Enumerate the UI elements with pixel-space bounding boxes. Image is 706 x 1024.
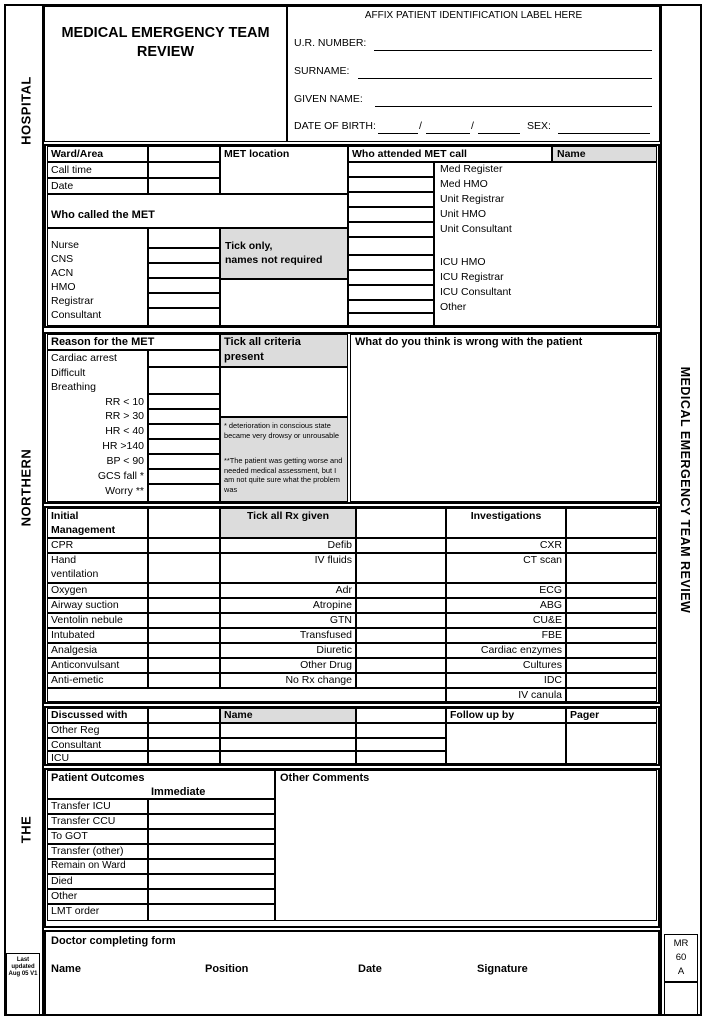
who-attended-tick-4[interactable]	[348, 222, 434, 237]
inv-tick-cultures[interactable]	[566, 658, 657, 673]
mgmt-tick-ventolin-nebule[interactable]	[148, 613, 220, 628]
pager-heading: Pager	[570, 709, 600, 721]
mgmt-label-airway-suction: Airway suction	[51, 599, 119, 611]
discussed-tick-other-reg[interactable]	[148, 723, 220, 738]
who-called-met-heading: Who called the MET	[51, 209, 155, 221]
dob-separator-1: /	[419, 120, 422, 132]
who-attended-tick-6[interactable]	[348, 255, 434, 270]
sex-label: SEX:	[527, 120, 551, 132]
investigations-heading-blank	[566, 508, 657, 538]
outcome-tick-remain-on-ward[interactable]	[148, 859, 275, 874]
inv-label-abg: ABG	[539, 599, 562, 611]
tick-all-criteria-line1: Tick all criteria	[224, 336, 301, 348]
ward-area-input[interactable]	[148, 146, 220, 162]
form-code-blank-box	[664, 982, 698, 1016]
who-called-tick-acn[interactable]	[148, 263, 220, 278]
patient-outcomes-immediate-heading: Immediate	[151, 786, 206, 798]
who-called-label-hmo: HMO	[51, 281, 76, 293]
who-attended-tick-8[interactable]	[348, 285, 434, 300]
mgmt-label-ventilation: ventilation	[51, 568, 99, 580]
reason-tick-cardiac-arrest[interactable]	[148, 350, 220, 367]
initial-management-heading-blank	[148, 508, 220, 538]
who-attended-tick-10[interactable]	[348, 313, 434, 326]
tick-only-note-line1: Tick only,	[225, 240, 273, 252]
reason-label-rr-lt-10: RR < 10	[105, 396, 144, 408]
inv-tick-idc[interactable]	[566, 673, 657, 688]
inv-label-cardiac-enzymes: Cardiac enzymes	[480, 644, 562, 656]
mgmt-label-anti-emetic: Anti-emetic	[51, 674, 104, 686]
reason-tick-difficult-breathing[interactable]	[148, 367, 220, 394]
patient-outcomes-heading: Patient Outcomes	[51, 772, 145, 784]
inv-tick-iv-canula[interactable]	[566, 688, 657, 702]
dob-month-input[interactable]	[426, 133, 470, 134]
inv-tick-cxr[interactable]	[566, 538, 657, 553]
dob-day-input[interactable]	[378, 133, 418, 134]
reason-tick-bp-lt-90[interactable]	[148, 454, 220, 469]
spine-left-word-northern: NORTHERN	[18, 448, 34, 527]
who-called-label-consultant: Consultant	[51, 309, 102, 321]
tick-all-criteria-blank	[220, 367, 348, 417]
who-called-tick-consultant[interactable]	[148, 308, 220, 326]
discussed-extra-other-reg[interactable]	[356, 723, 446, 738]
reason-footnote-2: **The patient was getting worse and needed medical assessment, but I am not quite sure what the problem was	[224, 456, 343, 494]
who-called-tick-cns[interactable]	[148, 248, 220, 263]
rx-label-gtn: GTN	[329, 614, 352, 626]
reason-label-cardiac-arrest: Cardiac arrest	[51, 352, 117, 364]
rx-label-other-drug: Other Drug	[300, 659, 352, 671]
mgmt-trailing-blank-row	[47, 688, 446, 702]
doctor-position-input[interactable]	[201, 985, 351, 1011]
spine-left-word-the: THE	[18, 815, 34, 844]
last-updated-text: Last updated Aug 05 V1	[8, 957, 38, 977]
tick-only-note-blank	[220, 279, 348, 326]
inv-label-fbe: FBE	[541, 629, 562, 641]
rx-tick-iv-fluids[interactable]	[356, 553, 446, 583]
who-attended-label-other: Other	[440, 301, 467, 313]
inv-tick-abg[interactable]	[566, 598, 657, 613]
doctor-signature-input[interactable]	[473, 985, 653, 1011]
who-attended-label-unit-consultant: Unit Consultant	[440, 223, 512, 235]
outcome-tick-transfer-icu[interactable]	[148, 799, 275, 814]
mgmt-label-ventolin-nebule: Ventolin nebule	[51, 614, 123, 626]
rx-label-defib: Defib	[327, 539, 352, 551]
given-name-input[interactable]	[375, 106, 652, 107]
surname-label: SURNAME:	[294, 65, 350, 77]
who-attended-label-unit-registrar: Unit Registrar	[440, 193, 505, 205]
discussed-tick-consultant[interactable]	[148, 738, 220, 751]
rx-label-adr: Adr	[335, 584, 352, 596]
discussed-extra-consultant[interactable]	[356, 738, 446, 751]
rx-tick-atropine[interactable]	[356, 598, 446, 613]
dob-year-input[interactable]	[478, 133, 520, 134]
discussed-heading-blank	[148, 708, 220, 723]
reason-label-breathing: Breathing	[51, 381, 96, 393]
reason-tick-hr-lt-40[interactable]	[148, 424, 220, 439]
rx-label-no-rx-change: No Rx change	[285, 674, 352, 686]
doctor-field-name-label: Name	[51, 963, 81, 975]
dob-label: DATE OF BIRTH:	[294, 120, 376, 132]
who-attended-label-icu-registrar: ICU Registrar	[440, 271, 504, 283]
mgmt-label-cpr: CPR	[51, 539, 74, 551]
outcome-label-transfer-icu: Transfer ICU	[51, 800, 111, 812]
reason-tick-hr-gt-140[interactable]	[148, 439, 220, 454]
rx-label-atropine: Atropine	[312, 599, 352, 611]
rx-tick-gtn[interactable]	[356, 613, 446, 628]
ur-number-input[interactable]	[374, 50, 652, 51]
mgmt-tick-anticonvulsant[interactable]	[148, 658, 220, 673]
discussed-name-heading: Name	[224, 709, 253, 721]
dob-separator-2: /	[471, 120, 474, 132]
mgmt-tick-hand-ventilation[interactable]	[148, 553, 220, 583]
doctor-field-position-label: Position	[205, 963, 249, 975]
rx-heading-blank	[356, 508, 446, 538]
reason-tick-rr-lt-10[interactable]	[148, 394, 220, 409]
outcome-label-transfer-ccu: Transfer CCU	[51, 815, 116, 827]
who-attended-tick-7[interactable]	[348, 270, 434, 285]
who-attended-tick-1[interactable]	[348, 177, 434, 192]
reason-tick-worry[interactable]	[148, 484, 220, 502]
who-called-label-registrar: Registrar	[51, 295, 94, 307]
reason-label-gcs-fall: GCS fall *	[97, 470, 144, 482]
outcome-label-lmt-order: LMT order	[51, 905, 100, 917]
reason-tick-rr-gt-30[interactable]	[148, 409, 220, 424]
given-name-label: GIVEN NAME:	[294, 93, 363, 105]
spine-left-word-hospital: HOSPITAL	[18, 76, 34, 145]
who-attended-heading: Who attended MET call	[352, 148, 467, 160]
reason-label-hr-lt-40: HR < 40	[105, 425, 144, 437]
met-location-label: MET location	[224, 148, 290, 160]
outcome-tick-transfer-ccu[interactable]	[148, 814, 275, 829]
mgmt-label-oxygen: Oxygen	[51, 584, 88, 596]
call-date-input[interactable]	[148, 178, 220, 194]
who-attended-label-icu-hmo: ICU HMO	[440, 256, 486, 268]
other-comments-heading: Other Comments	[280, 772, 370, 784]
outcome-tick-died[interactable]	[148, 874, 275, 889]
mgmt-tick-oxygen[interactable]	[148, 583, 220, 598]
rx-label-transfused: Transfused	[299, 629, 352, 641]
rx-label-diuretic: Diuretic	[316, 644, 352, 656]
discussed-name-other-reg[interactable]	[220, 723, 356, 738]
who-called-label-nurse: Nurse	[51, 239, 80, 251]
form-code-a: A	[677, 966, 685, 977]
inv-tick-fbe[interactable]	[566, 628, 657, 643]
rx-label-iv-fluids: IV fluids	[314, 554, 352, 566]
rx-tick-diuretic[interactable]	[356, 643, 446, 658]
diagnosis-heading: What do you think is wrong with the patient	[355, 336, 583, 348]
who-attended-name-heading: Name	[557, 148, 586, 160]
discussed-label-consultant: Consultant	[51, 739, 102, 751]
outcome-tick-transfer-other[interactable]	[148, 844, 275, 859]
rx-tick-adr[interactable]	[356, 583, 446, 598]
doctor-heading: Doctor completing form	[51, 935, 176, 947]
inv-label-iv-canula: IV canula	[518, 689, 562, 701]
reason-label-hr-gt-140: HR >140	[102, 440, 144, 452]
outcome-tick-lmt-order[interactable]	[148, 904, 275, 921]
mgmt-tick-intubated[interactable]	[148, 628, 220, 643]
tick-only-note-line2: names not required	[225, 254, 323, 266]
rx-heading: Tick all Rx given	[246, 510, 330, 522]
who-attended-label-med-hmo: Med HMO	[440, 178, 488, 190]
mgmt-label-anticonvulsant: Anticonvulsant	[51, 659, 120, 671]
mgmt-tick-cpr[interactable]	[148, 538, 220, 553]
patient-label-heading: AFFIX PATIENT IDENTIFICATION LABEL HERE	[364, 10, 583, 21]
discussed-heading: Discussed with	[51, 709, 128, 721]
pager-input[interactable]	[566, 723, 657, 764]
followup-input[interactable]	[446, 723, 566, 764]
diagnosis-textarea[interactable]	[350, 334, 657, 502]
reason-heading: Reason for the MET	[51, 336, 155, 348]
rx-tick-other-drug[interactable]	[356, 658, 446, 673]
who-called-tick-registrar[interactable]	[148, 293, 220, 308]
inv-tick-ecg[interactable]	[566, 583, 657, 598]
who-attended-label-unit-hmo: Unit HMO	[440, 208, 487, 220]
doctor-name-input[interactable]	[47, 985, 197, 1011]
outcome-label-remain-on-ward: Remain on Ward	[51, 860, 126, 871]
doctor-date-input[interactable]	[354, 985, 469, 1011]
ur-number-label: U.R. NUMBER:	[294, 37, 367, 49]
rx-tick-defib[interactable]	[356, 538, 446, 553]
inv-label-cue: CU&E	[532, 614, 562, 626]
rx-tick-no-rx-change[interactable]	[356, 673, 446, 688]
outcome-label-to-got: To GOT	[51, 830, 88, 842]
mgmt-label-analgesia: Analgesia	[51, 644, 98, 656]
inv-label-cxr: CXR	[539, 539, 562, 551]
inv-label-cultures: Cultures	[522, 659, 562, 671]
who-attended-tick-2[interactable]	[348, 192, 434, 207]
investigations-heading: Investigations	[470, 510, 542, 522]
tick-all-criteria-line2: present	[224, 351, 264, 363]
inv-tick-cardiac-enzymes[interactable]	[566, 643, 657, 658]
reason-footnote-1: * deterioration in conscious state became very drowsy or unrousable	[224, 421, 340, 440]
surname-input[interactable]	[358, 78, 652, 79]
who-called-label-cns: CNS	[51, 253, 74, 265]
who-attended-tick-0[interactable]	[348, 162, 434, 177]
call-time-input[interactable]	[148, 162, 220, 178]
spine-right-title: MEDICAL EMERGENCY TEAM REVIEW	[678, 366, 692, 614]
outcome-label-transfer-other: Transfer (other)	[51, 845, 124, 857]
discussed-tick-icu[interactable]	[148, 751, 220, 764]
discussed-label-icu: ICU	[51, 752, 70, 764]
who-attended-tick-3[interactable]	[348, 207, 434, 222]
reason-label-worry: Worry **	[105, 485, 144, 497]
initial-management-heading-line1: Initial	[51, 510, 79, 522]
who-attended-label-med-register: Med Register	[440, 163, 503, 175]
outcome-tick-other[interactable]	[148, 889, 275, 904]
who-called-label-acn: ACN	[51, 267, 74, 279]
mgmt-tick-analgesia[interactable]	[148, 643, 220, 658]
outcome-label-died: Died	[51, 875, 73, 887]
inv-label-idc: IDC	[543, 674, 562, 686]
discussed-label-other-reg: Other Reg	[51, 724, 100, 736]
mgmt-label-intubated: Intubated	[51, 629, 95, 641]
followup-heading: Follow up by	[450, 709, 515, 721]
discussed-extra-icu[interactable]	[356, 751, 446, 764]
form-code-mr: MR	[673, 938, 689, 949]
reason-tick-gcs-fall[interactable]	[148, 469, 220, 484]
who-attended-label-icu-consultant: ICU Consultant	[440, 286, 512, 298]
reason-label-difficult: Difficult	[51, 367, 86, 379]
call-date-label: Date	[51, 180, 74, 192]
discussed-name-icu[interactable]	[220, 751, 356, 764]
mgmt-tick-anti-emetic[interactable]	[148, 673, 220, 688]
outcome-label-other: Other	[51, 890, 78, 902]
discussed-name-consultant[interactable]	[220, 738, 356, 751]
inv-label-ct-scan: CT scan	[523, 554, 562, 566]
who-called-tick-nurse[interactable]	[148, 228, 220, 248]
sex-input[interactable]	[558, 133, 650, 134]
page-title: MEDICAL EMERGENCY TEAM REVIEW	[61, 25, 270, 61]
inv-label-ecg: ECG	[539, 584, 562, 596]
who-attended-tick-5[interactable]	[348, 237, 434, 255]
who-called-tick-hmo[interactable]	[148, 278, 220, 293]
call-time-label: Call time	[51, 164, 92, 176]
mgmt-label-hand: Hand	[51, 554, 77, 566]
doctor-field-date-label: Date	[358, 963, 382, 975]
outcome-tick-to-got[interactable]	[148, 829, 275, 844]
mgmt-tick-airway-suction[interactable]	[148, 598, 220, 613]
reason-label-bp-lt-90: BP < 90	[106, 455, 144, 467]
discussed-extra-heading-blank	[356, 708, 446, 723]
ward-area-label: Ward/Area	[51, 148, 104, 160]
other-comments-textarea[interactable]	[275, 770, 657, 921]
reason-label-rr-gt-30: RR > 30	[105, 410, 144, 422]
rx-tick-transfused[interactable]	[356, 628, 446, 643]
who-attended-tick-9[interactable]	[348, 300, 434, 313]
initial-management-heading-line2: Management	[51, 524, 116, 536]
doctor-field-signature-label: Signature	[477, 963, 528, 975]
form-code-60: 60	[675, 952, 687, 963]
inv-tick-cue[interactable]	[566, 613, 657, 628]
inv-tick-ct-scan[interactable]	[566, 553, 657, 583]
